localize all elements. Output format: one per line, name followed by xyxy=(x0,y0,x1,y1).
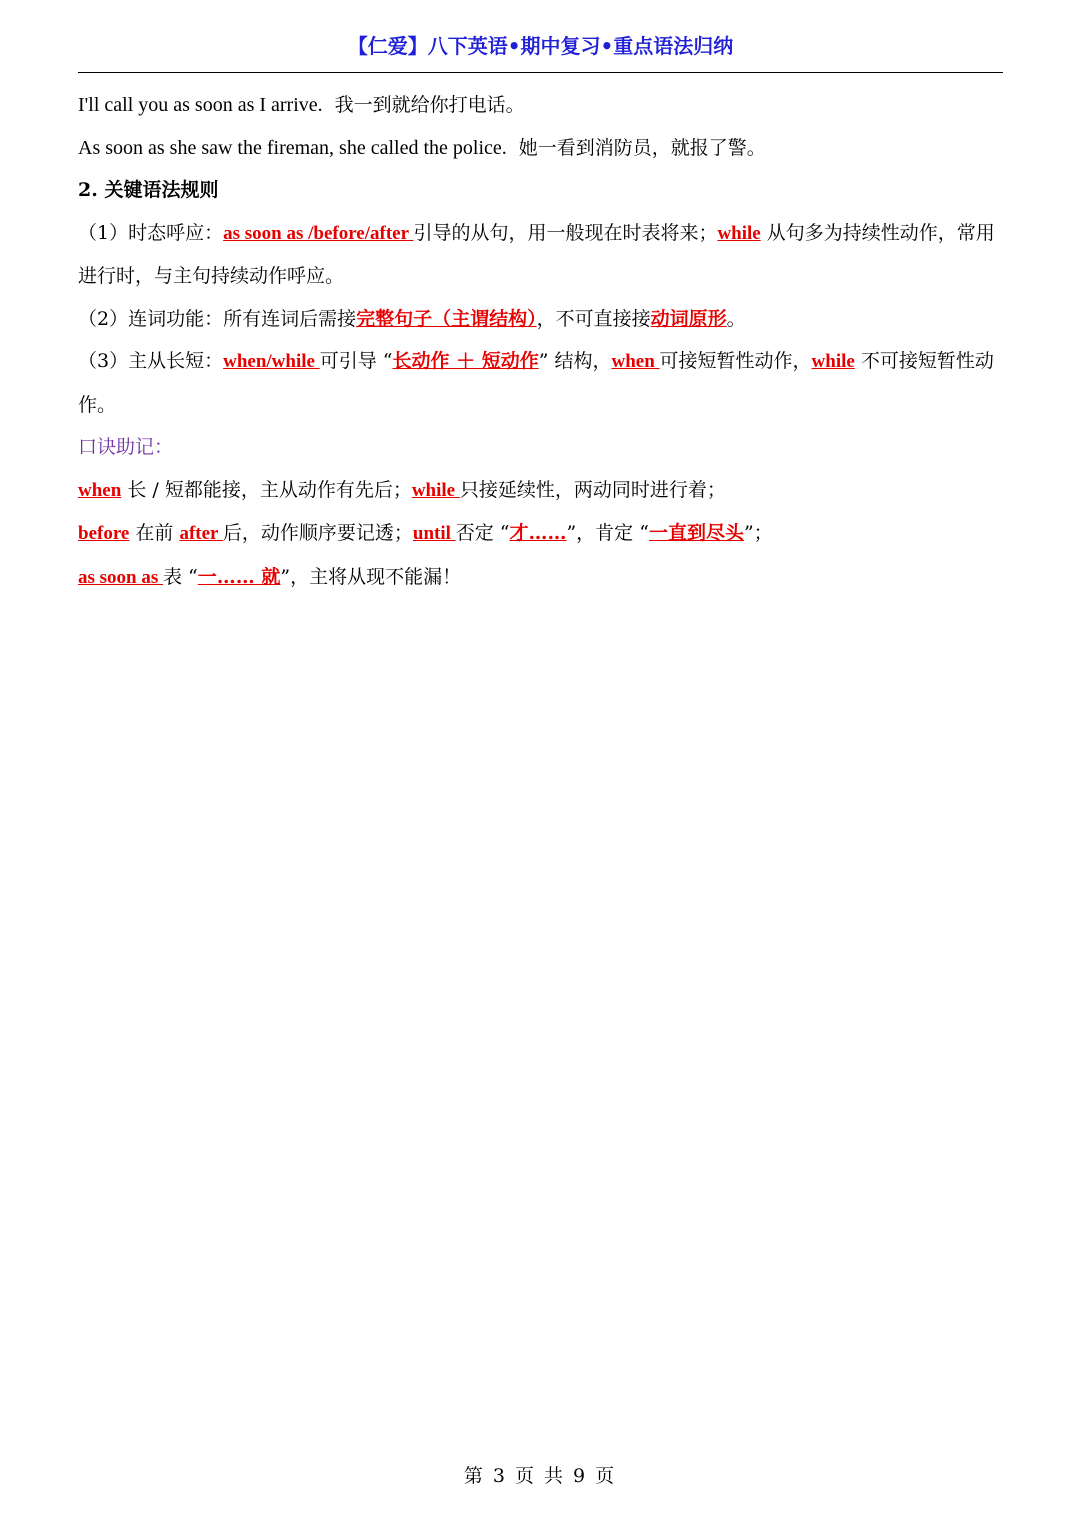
mnemonic-line-2 xyxy=(78,512,1003,556)
rule-3-suffix: 不可接短暂性动作。 xyxy=(78,350,994,416)
rule-1-prefix: （1）时态呼应： xyxy=(78,221,224,244)
mnemonic-2-middle-3: 否定 “ xyxy=(455,522,510,544)
mnemonic-line-3 xyxy=(78,556,1003,600)
rule-1-middle: 引导的从句，用一般现在时表将来； xyxy=(413,221,718,244)
mnemonic-3-suffix: ”，主将从现不能漏！ xyxy=(280,565,462,588)
page-content xyxy=(78,84,1003,599)
mnemonic-2-keyword-until: until xyxy=(412,523,456,544)
mnemonic-2-middle-4: ”，肯定 “ xyxy=(566,522,649,544)
mnemonic-heading: 口诀助记： xyxy=(78,436,174,458)
rule-3-prefix: （3）主从长短： xyxy=(78,350,224,372)
example-sentence-1 xyxy=(78,84,1003,127)
mnemonic-1-keyword-when: when xyxy=(78,479,122,501)
example-sentence-2 xyxy=(78,127,1003,170)
rule-1-tense xyxy=(78,212,1003,298)
rule-2-keyword-base-verb: 动词原形 xyxy=(650,307,727,330)
rule-2-suffix: 。 xyxy=(726,307,746,330)
mnemonic-3-keyword-as-soon-as: as soon as xyxy=(78,566,163,588)
example-2-chinese: 她一看到消防员，就报了警。 xyxy=(518,136,766,159)
mnemonic-2-suffix: ”； xyxy=(743,522,773,544)
rule-1-keyword-while: while xyxy=(717,222,761,244)
example-2-english: As soon as she saw the fireman, she called the police. xyxy=(78,136,507,159)
rule-2-keyword-complete-sentence: 完整句子（主谓结构） xyxy=(356,307,537,330)
page-number-footer: 第 3 页 共 9 页 xyxy=(463,1465,617,1487)
rule-3-keyword-when-while: when/while xyxy=(223,351,320,372)
example-1-chinese: 我一到就给你打电话。 xyxy=(334,94,525,116)
rule-3-middle-2: ” 结构， xyxy=(538,350,612,372)
mnemonic-1-middle: 长 / 短都能接，主从动作有先后； xyxy=(121,478,412,501)
mnemonic-line-1 xyxy=(78,469,1003,513)
mnemonic-3-keyword-once: 一…… 就 xyxy=(197,565,281,588)
example-1-english: I'll call you as soon as I arrive. xyxy=(78,94,323,116)
rule-3-keyword-while: while xyxy=(811,351,855,372)
rule-3-keyword-structure: 长动作 ＋ 短动作 xyxy=(392,350,539,372)
rule-2-conjunction-function xyxy=(78,298,1003,341)
rule-3-middle-1: 可引导 “ xyxy=(319,350,393,372)
mnemonic-2-keyword-until-end: 一直到尽头 xyxy=(648,522,744,544)
rule-3-long-short xyxy=(78,340,1003,426)
mnemonic-2-keyword-after: after xyxy=(179,523,223,544)
header-divider xyxy=(78,72,1003,73)
mnemonic-2-keyword-not-until: 才…… xyxy=(509,522,567,544)
mnemonic-2-middle-1: 在前 xyxy=(129,522,180,544)
rule-1-keyword-conjunctions: as soon as /before/after xyxy=(223,222,414,244)
rule-2-middle: ，不可直接接 xyxy=(536,307,651,330)
section-2-heading: 2. 关键语法规则 xyxy=(78,179,219,201)
rule-2-prefix: （2）连词功能：所有连词后需接 xyxy=(78,307,357,330)
rule-1-suffix: 从句多为持续性动作，常用进行时，与主句持续动作呼应。 xyxy=(78,221,995,287)
mnemonic-1-suffix: 只接延续性，两动同时进行着； xyxy=(459,478,726,501)
page-header-title: 【仁爱】八下英语•期中复习•重点语法归纳 xyxy=(347,34,734,58)
mnemonic-3-middle: 表 “ xyxy=(163,565,198,588)
rule-3-keyword-when: when xyxy=(611,351,660,372)
mnemonic-2-middle-2: 后，动作顺序要记透； xyxy=(222,522,413,544)
rule-3-middle-3: 可接短暂性动作， xyxy=(659,350,812,372)
mnemonic-2-keyword-before: before xyxy=(78,523,130,544)
mnemonic-1-keyword-while: while xyxy=(411,479,460,501)
